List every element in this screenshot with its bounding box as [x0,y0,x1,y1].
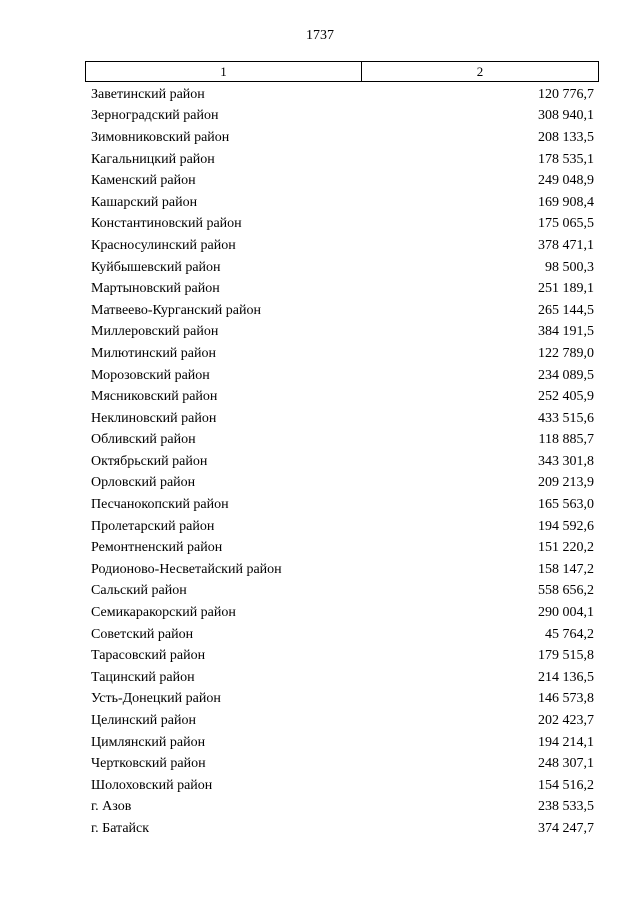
district-name: Милютинский район [91,345,217,361]
district-value: 234 089,5 [538,367,594,383]
district-value: 308 940,1 [538,108,594,124]
district-name: Семикаракорский район [91,605,236,621]
table-row [89,386,596,408]
district-value: 45 764,2 [545,626,594,642]
district-value: 118 885,7 [538,432,594,448]
district-value: 252 405,9 [538,389,594,405]
table-row [89,430,596,452]
district-name: Зимовниковский район [91,129,230,145]
district-name: Целинский район [91,713,196,729]
table-row [89,581,596,603]
table-row [89,602,596,624]
district-name: Цимлянский район [91,734,206,750]
table-row [89,818,596,840]
district-name: Кагальницкий район [91,151,215,167]
district-name: г. Батайск [91,820,150,836]
table-row [89,343,596,365]
district-name: Каменский район [91,173,196,189]
district-value: 179 515,8 [538,648,594,664]
district-name: Ремонтненский район [91,540,223,556]
district-value: 120 776,7 [538,86,594,102]
table-row [89,257,596,279]
page-number: 1737 [306,28,334,43]
table-row [89,408,596,430]
district-name: Тарасовский район [91,648,206,664]
table-row [89,149,596,171]
district-value: 208 133,5 [538,129,594,145]
table-row [89,710,596,732]
district-value: 248 307,1 [538,756,594,772]
district-name: Неклиновский район [91,410,217,426]
district-value: 214 136,5 [538,669,594,685]
table-row [89,732,596,754]
district-name: Чертковский район [91,756,206,772]
table-row [89,559,596,581]
district-value: 384 191,5 [538,324,594,340]
district-value: 238 533,5 [538,799,594,815]
table-row [89,775,596,797]
table-row [89,689,596,711]
district-value: 378 471,1 [538,237,594,253]
district-value: 194 214,1 [538,734,594,750]
district-value: 249 048,9 [538,173,594,189]
district-value: 251 189,1 [538,281,594,297]
district-name: Советский район [91,626,194,642]
table-row [89,170,596,192]
district-name: Кашарский район [91,194,198,210]
district-name: Зерноградский район [91,108,219,124]
table-row [89,624,596,646]
table-row [89,537,596,559]
district-value: 558 656,2 [538,583,594,599]
district-name: Мартыновский район [91,281,220,297]
table-row [89,235,596,257]
table-row [89,797,596,819]
district-name: Родионово-Несветайский район [91,561,282,577]
table-row [89,667,596,689]
table-row [89,84,596,106]
district-value: 98 500,3 [545,259,594,275]
district-name: Сальский район [91,583,187,599]
district-name: Обливский район [91,432,196,448]
column-header-2: 2 [476,63,484,79]
district-name: Матвеево-Курганский район [91,302,261,318]
district-value: 165 563,0 [538,497,594,513]
district-name: г. Азов [91,799,132,815]
district-value: 178 535,1 [538,151,594,167]
district-value: 343 301,8 [538,453,594,469]
district-name: Константиновский район [91,216,242,232]
district-name: Мясниковский район [91,389,218,405]
district-name: Усть-Донецкий район [91,691,221,707]
district-name: Морозовский район [91,367,210,383]
district-name: Шолоховский район [91,777,213,793]
table-row [89,322,596,344]
district-value: 154 516,2 [538,777,594,793]
district-name: Песчанокопский район [91,497,229,513]
table-row [89,753,596,775]
district-name: Миллеровский район [91,324,219,340]
table-row [89,451,596,473]
district-value: 209 213,9 [538,475,594,491]
table-row [89,516,596,538]
district-name: Орловский район [91,475,196,491]
district-value: 146 573,8 [538,691,594,707]
district-value: 265 144,5 [538,302,594,318]
table-row [89,300,596,322]
district-name: Заветинский район [91,86,205,102]
district-value: 290 004,1 [538,605,594,621]
column-header-1: 1 [86,62,362,81]
district-value: 151 220,2 [538,540,594,556]
district-value: 194 592,6 [538,518,594,534]
table-header [85,61,599,82]
table-row [89,127,596,149]
district-value: 374 247,7 [538,820,594,836]
district-value: 175 065,5 [538,216,594,232]
table-row [89,473,596,495]
district-value: 433 515,6 [538,410,594,426]
district-name: Тацинский район [91,669,195,685]
district-value: 122 789,0 [538,345,594,361]
table-row [89,214,596,236]
table-row [89,494,596,516]
district-name: Красносулинский район [91,237,236,253]
district-name: Куйбышевский район [91,259,221,275]
table-row [89,645,596,667]
table-row [89,365,596,387]
district-value: 169 908,4 [538,194,594,210]
table-row [89,192,596,214]
district-value: 158 147,2 [538,561,594,577]
district-name: Октябрьский район [91,453,208,469]
district-value: 202 423,7 [538,713,594,729]
district-name: Пролетарский район [91,518,215,534]
table-body [89,84,596,840]
table-row [89,106,596,128]
table-row [89,278,596,300]
